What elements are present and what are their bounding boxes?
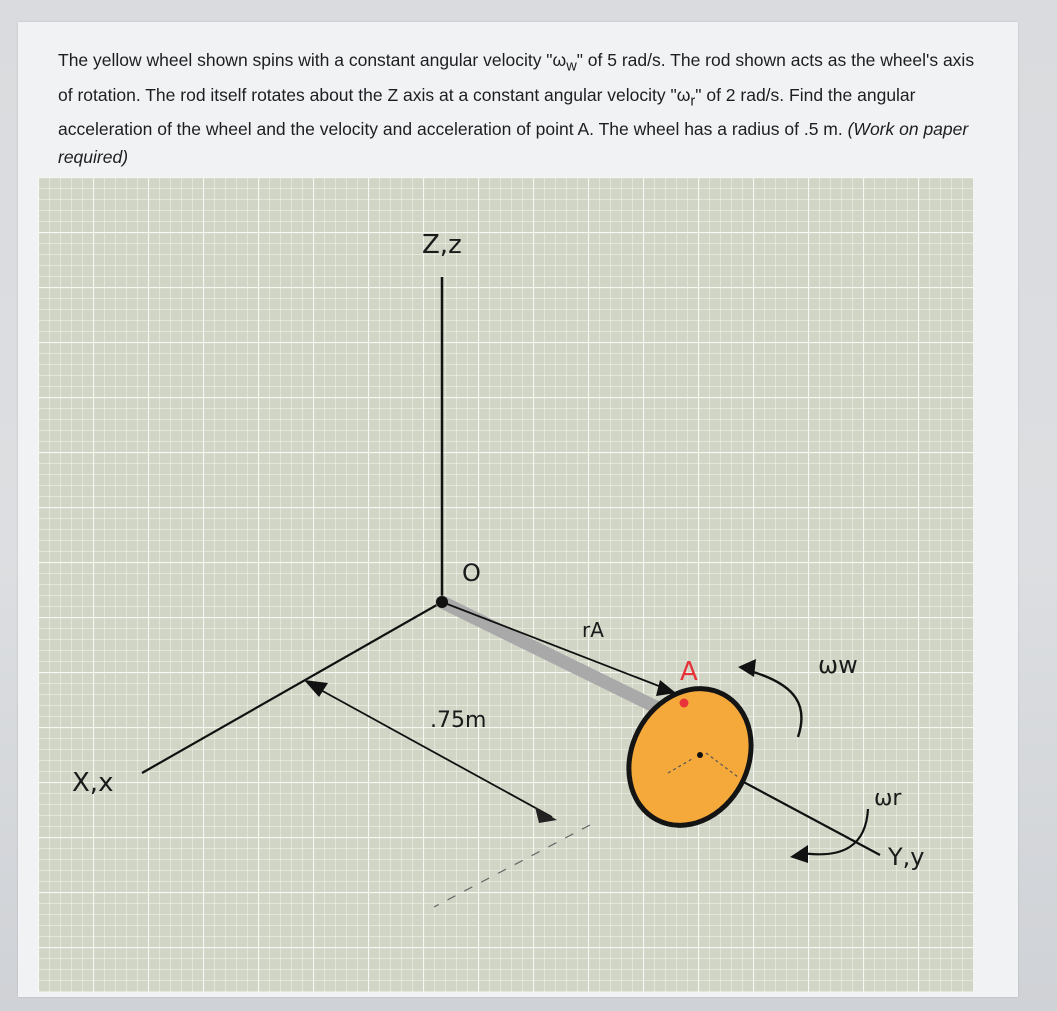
origin-point bbox=[436, 596, 448, 608]
problem-text-3: " of 2 rad/s. Find the angular acceleration of the wheel and the velocity and acceleration of point A. The wheel has a radius of .5 m. bbox=[58, 84, 916, 139]
z-axis-label: Z,z bbox=[422, 230, 462, 260]
origin-label: O bbox=[462, 559, 481, 587]
y-axis-label: Y,y bbox=[888, 843, 925, 871]
omega-r-subscript: r bbox=[690, 93, 696, 109]
problem-text-1: The yellow wheel shown spins with a constant angular velocity "ω bbox=[58, 50, 567, 70]
omega-w-subscript: w bbox=[566, 58, 577, 75]
diagram-figure bbox=[38, 177, 973, 992]
rod-length-label: .75m bbox=[430, 708, 487, 733]
point-a-marker bbox=[680, 699, 689, 708]
position-vector-label: rA bbox=[582, 618, 604, 642]
point-a-label: A bbox=[680, 657, 698, 687]
work-note: (Work on paper required) bbox=[58, 119, 969, 167]
omega-w-label: ωw bbox=[818, 651, 858, 679]
problem-text-2: " of 5 rad/s. The rod shown acts as the wheel's axis of rotation. The rod itself rotates about the Z axis at a constant angular velocity "ω bbox=[58, 50, 975, 105]
problem-statement bbox=[58, 46, 988, 171]
omega-r-label: ωr bbox=[874, 786, 902, 811]
x-axis-label: X,x bbox=[72, 768, 114, 798]
diagram-svg bbox=[38, 177, 973, 992]
wheel-center bbox=[697, 752, 703, 758]
